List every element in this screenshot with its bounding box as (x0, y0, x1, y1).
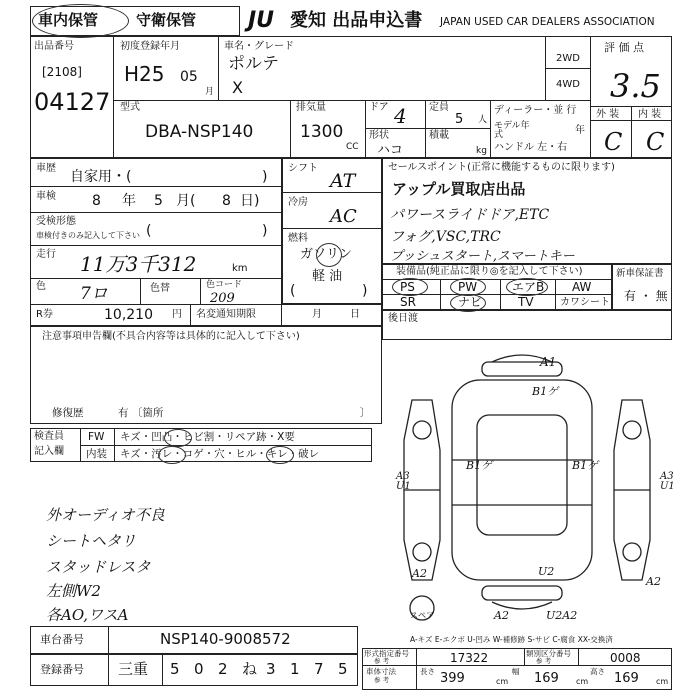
plate-label: 登録番号 (40, 663, 84, 676)
note-line-5: 各AO,ワスA (46, 606, 129, 624)
mileage-label: 走行 (36, 249, 56, 260)
inspection-label: 車検 (36, 191, 56, 202)
spec-hei-label: 高さ (590, 667, 605, 676)
history-value: 自家用・( (70, 169, 132, 185)
model-label: 車名・グレード (224, 41, 294, 52)
plate-char-2: 0 (194, 660, 204, 678)
dealer-label: ディーラー・並 行 (494, 105, 577, 116)
equip-ps-circle (392, 278, 428, 296)
inspector-label: 検査員 (34, 431, 64, 442)
note-line-3: スタッドレスタ (46, 558, 151, 576)
fuel-open: ( (290, 283, 296, 299)
spec-len-unit: cm (496, 677, 509, 686)
chassis-label: 車台番号 (40, 633, 84, 646)
ac-label: 冷房 (288, 197, 308, 208)
load-unit: kg (476, 146, 487, 156)
notes-label: 注意事項申告欄(不具合内容等は具体的に記入して下さい) (42, 331, 300, 342)
color-label: 色 (36, 281, 46, 292)
spec-width: 169 (534, 671, 559, 686)
model-grade: X (232, 78, 243, 97)
fuel-label: 燃料 (288, 233, 308, 244)
spec-height: 169 (614, 671, 639, 686)
int-label: 内装 (86, 448, 107, 460)
equip-tv: TV (518, 295, 534, 309)
shape-label: 形状 (369, 130, 389, 141)
inspection-year: 8 (92, 193, 101, 209)
spec-dim-label: 車体寸法 (366, 667, 396, 676)
plate-pref: 三重 (118, 660, 149, 678)
recycle-label: R券 (36, 309, 53, 320)
storage-inside-label: 車内保管 (38, 11, 99, 29)
model-year-label: モデル年 式 (494, 121, 530, 140)
fw-label: FW (88, 431, 105, 443)
color-code: 209 (210, 291, 235, 306)
recycle-unit: 円 (172, 309, 182, 320)
model-name: ポルテ (228, 54, 279, 74)
drive-2wd: 2WD (556, 53, 580, 64)
reg-era: H25 (124, 62, 165, 86)
warranty-value: 有 ・ 無 (624, 289, 668, 303)
rating-ext-label: 外 装 (596, 109, 620, 120)
seats-value: 5 (455, 112, 464, 127)
shift-value: AT (330, 170, 356, 192)
equip-aw: AW (572, 280, 592, 294)
mark-right-side: A3 U1 (660, 471, 675, 492)
drive-4wd: 4WD (556, 79, 580, 90)
mileage-unit: km (232, 263, 248, 274)
sales-label: セールスポイント(正常に機能するものに限ります) (388, 162, 615, 173)
equip-sr: SR (400, 295, 416, 309)
inspection-year-unit: 年 (122, 193, 136, 209)
recycle-value: 10,210 (104, 307, 153, 323)
mark-rear-center: U2 (538, 565, 555, 578)
fw-circle (164, 429, 192, 447)
spec-class-code: 0008 (610, 651, 641, 665)
handle-label: ハンドル 左・右 (494, 142, 568, 153)
fw-items: キズ・凹凸・ヒビ割・リペア跡・X要 (120, 431, 295, 443)
car-diagram (382, 340, 672, 630)
type-value: DBA-NSP140 (145, 122, 254, 142)
note-line-2: シートヘタリ (46, 532, 137, 550)
lot-bracket: [2108] (42, 65, 82, 79)
spec-length: 399 (440, 671, 465, 686)
color-value: 7ロ (80, 284, 108, 304)
inspection-day-unit: 日) (240, 193, 260, 209)
mark-right-rear: A2 (646, 575, 661, 588)
mark-front: A1 (540, 355, 557, 369)
fuel-diesel: 軽 油 (312, 269, 343, 284)
receipt-open: ( (146, 223, 152, 239)
spec-type-label: 形式指定番号 (364, 649, 409, 658)
spec-len-label: 長さ (420, 667, 435, 676)
equip-seat: カワシート (560, 297, 610, 308)
storage-guard-label: 守衛保管 (136, 11, 197, 29)
repair-close: 〕 (360, 407, 371, 419)
engine-label: 排気量 (296, 102, 326, 113)
rating-label: 評 価 点 (604, 41, 644, 54)
int-items: キズ・汚レ・コゲ・穴・ヒル・キレ・破レ (120, 448, 320, 460)
notice-label: 名変通知期限 (196, 309, 256, 320)
plate-char-7: 7 (314, 660, 324, 678)
load-label: 積載 (429, 130, 449, 141)
mark-right-roof: B1ゲ (572, 459, 599, 472)
doors-value: 4 (394, 104, 407, 128)
model-year-unit: 年 (575, 125, 585, 136)
engine-value: 1300 (300, 122, 344, 142)
inspection-month: 5 (154, 193, 163, 209)
engine-unit: CC (346, 142, 359, 152)
spec-wid-unit: cm (576, 677, 589, 686)
mileage-value: 11万3千312 (80, 252, 197, 276)
reg-month-unit: 月 (205, 87, 215, 97)
storage-circle (32, 4, 129, 38)
diagram-legend: A-キズ E-エクボ U-凹み W-補修跡 S-サビ C-腐食 XX-交換済 (410, 635, 613, 644)
receipt-close: ) (262, 223, 268, 239)
assoc-en: JAPAN USED CAR DEALERS ASSOCIATION (440, 16, 655, 28)
spec-hei-unit: cm (656, 677, 669, 686)
lot-label: 出品番号 (34, 41, 74, 52)
shape-value: ハコ (377, 143, 404, 158)
equip-navi: ナビ (458, 295, 483, 309)
equipment-label: 装備品(純正品に限り◎を記入して下さい) (396, 266, 583, 277)
spec-dim-unit: 参 考 (374, 676, 390, 684)
ac-value: AC (330, 206, 357, 227)
rating-score: 3.5 (610, 67, 661, 105)
sales-item-2: フォグ,VSC,TRC (390, 229, 501, 245)
inspection-day: 8 (222, 193, 231, 209)
repair-value: 有 〔箇所 (118, 407, 164, 419)
rating-ext: C (604, 128, 623, 156)
equip-airbag-circle (506, 278, 548, 296)
sales-item-3: プッシュスタート,スマートキー (390, 249, 575, 264)
spec-wid-label: 幅 (512, 667, 520, 676)
type-label: 型式 (120, 102, 140, 113)
equip-pw: PW (458, 280, 478, 294)
doors-label: ドア (369, 102, 389, 113)
note-line-1: 外オーディオ不良 (46, 506, 165, 524)
sales-headline: アップル買取店出品 (392, 180, 526, 198)
org-title: 愛知 出品申込書 (290, 10, 423, 31)
rating-int: C (646, 128, 665, 156)
equip-ps: PS (400, 280, 415, 294)
shift-label: シフト (288, 163, 318, 174)
warranty-label: 新車保証書 (616, 268, 664, 279)
mark-hood: B1ゲ (532, 385, 559, 398)
after-label: 後日渡 (388, 313, 418, 324)
history-label: 車歴 (36, 163, 56, 174)
repair-label: 修復歴 (52, 407, 84, 419)
plate-char-3: 2 (218, 660, 228, 678)
sales-item-1: パワースライドドア,ETC (390, 207, 550, 223)
reg-month: 05 (180, 69, 198, 85)
spec-type-code: 17322 (450, 651, 489, 665)
mark-rear-right: U2A2 (546, 609, 578, 622)
inspection-month-unit: 月( (176, 193, 196, 209)
repaint-label: 色替 (150, 283, 170, 294)
notice-month-unit: 月 (312, 309, 322, 320)
spec-class-label: 類別区分番号 (526, 649, 571, 658)
lot-number: 04127 (34, 88, 111, 116)
plate-char-4: ね (242, 660, 258, 678)
fuel-gas-circle (316, 243, 342, 267)
mark-left-side: A3 U1 (396, 471, 411, 492)
int-circle-1 (158, 446, 186, 464)
receipt-label: 受検形態 (36, 216, 76, 227)
plate-char-1: 5 (170, 660, 180, 678)
notice-day-unit: 日 (350, 309, 360, 320)
mark-roof: B1ゲ (466, 459, 493, 472)
chassis-value: NSP140-9008572 (160, 630, 291, 648)
after-block (382, 310, 672, 340)
receipt-note: 車検付きのみ記入して下さい (36, 231, 140, 240)
int-circle-2 (266, 446, 294, 464)
rating-int-label: 内 装 (638, 109, 662, 120)
seats-unit: 人 (478, 115, 488, 125)
spec-class-unit: 参 考 (536, 657, 552, 665)
color-code-label: 色コード (206, 280, 243, 290)
note-line-4: 左側W2 (46, 582, 101, 600)
mark-left-rear: A2 (412, 567, 427, 580)
inspector-record-label: 記入欄 (34, 446, 64, 457)
mark-rear-left: A2 (494, 609, 509, 622)
ju-logo: JU (248, 8, 275, 33)
fuel-close: ) (362, 283, 368, 299)
mark-spare: スペア (410, 611, 434, 620)
equip-airbag: エアB (512, 280, 545, 294)
plate-char-5: 3 (266, 660, 276, 678)
reg-year-label: 初度登録年月 (120, 41, 180, 52)
plate-char-8: 5 (338, 660, 348, 678)
seats-label: 定員 (429, 102, 449, 113)
middle-left-block (30, 158, 282, 326)
spec-type-unit: 参 考 (374, 657, 390, 665)
history-close: ) (262, 169, 268, 185)
plate-char-6: 1 (290, 660, 300, 678)
fuel-gas: ガソリン (300, 247, 353, 262)
